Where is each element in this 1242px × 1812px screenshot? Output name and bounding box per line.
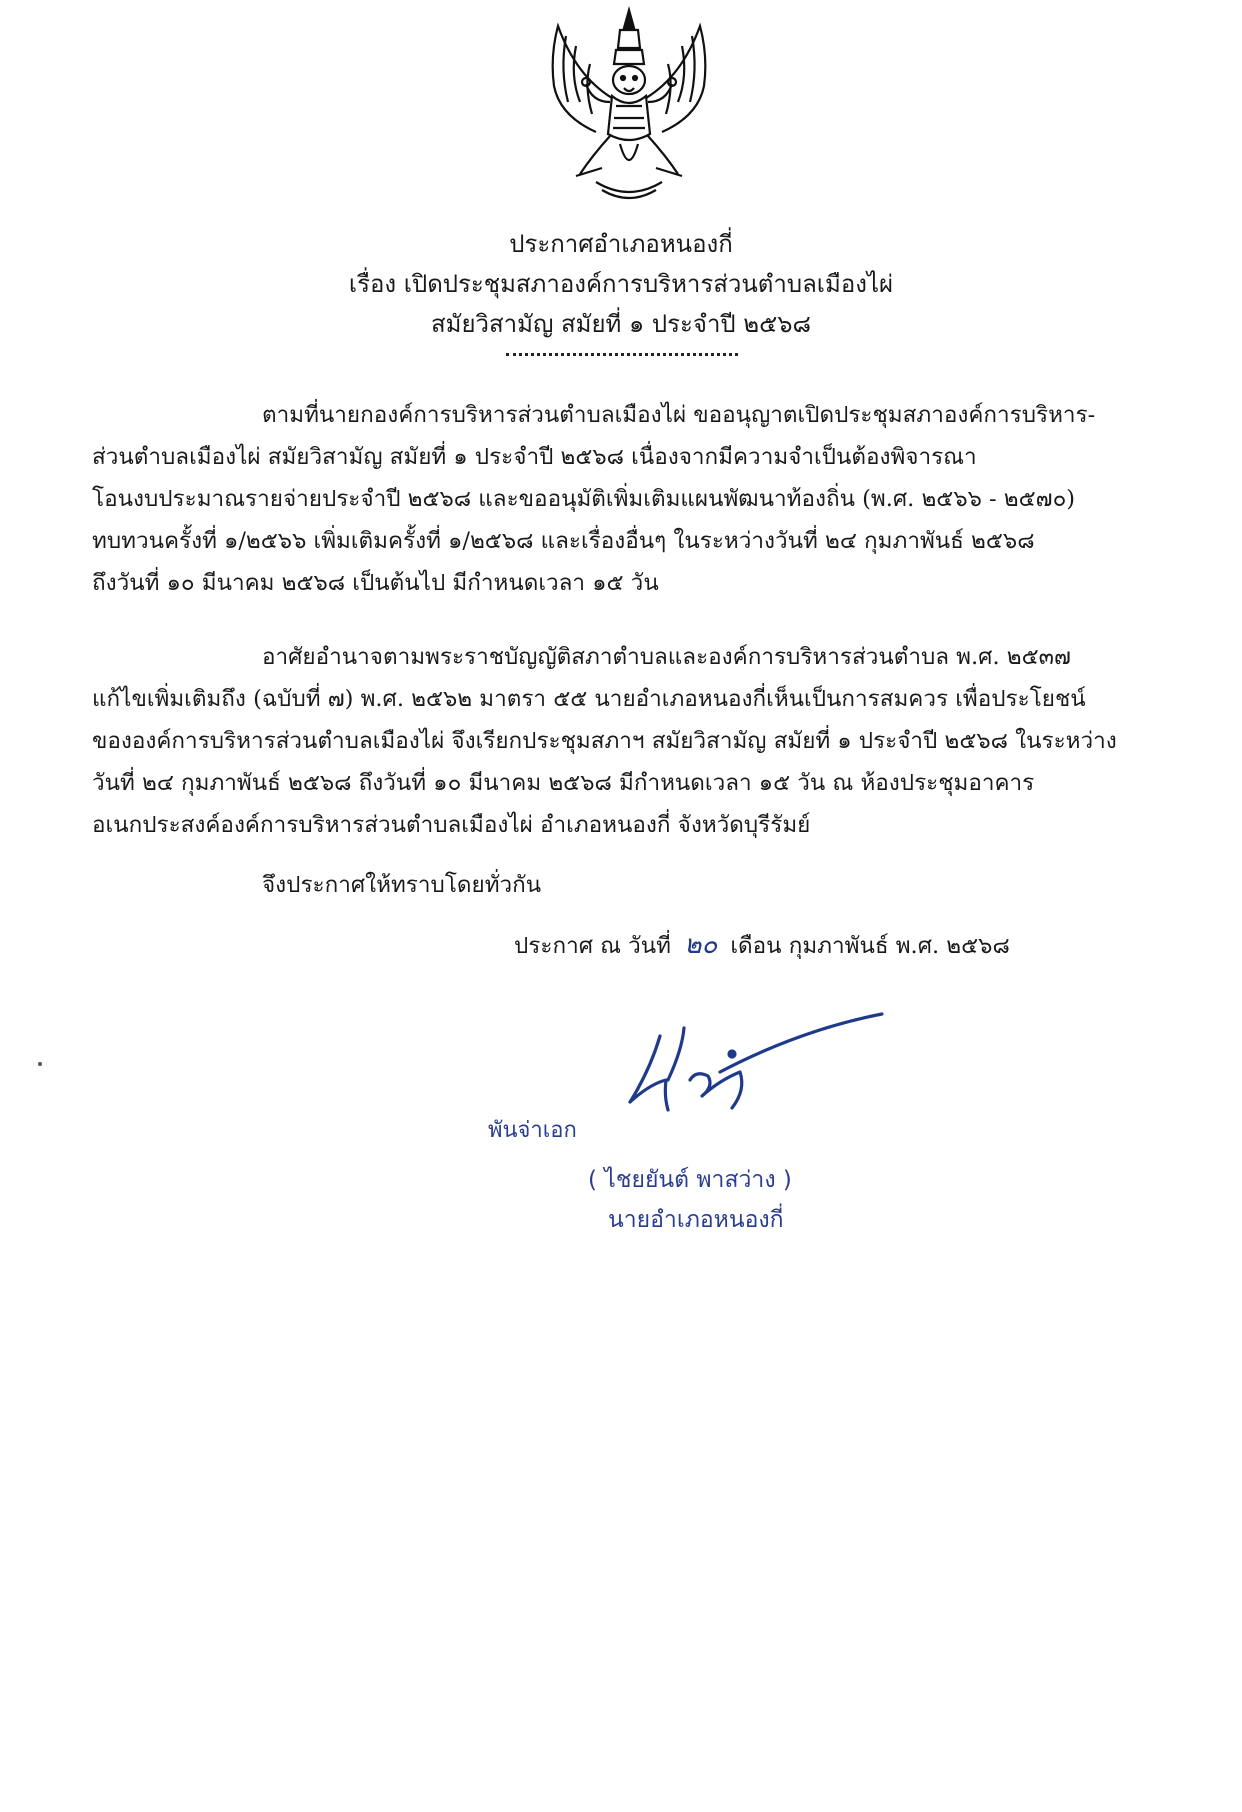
- scan-speck: [38, 1062, 42, 1066]
- paragraph-1-line: [92, 436, 1150, 478]
- text-line: ตามที่นายกองค์การบริหารส่วนตำบลเมืองไผ่ ขออนุญาตเปิดประชุมสภาองค์การบริหาร-: [262, 402, 1096, 428]
- paragraph-1: [92, 394, 1150, 604]
- announcement-date: [514, 924, 1010, 967]
- announcement-subject: เรื่อง เปิดประชุมสภาองค์การบริหารส่วนตำบลเมืองไผ่: [348, 270, 894, 298]
- date-day-handwritten: ๒๐: [684, 930, 718, 960]
- paragraph-2-line: [92, 804, 1150, 846]
- closing-statement: จึงประกาศให้ทราบโดยทั่วกัน: [262, 872, 542, 898]
- paragraph-1-line: [92, 562, 1150, 604]
- paragraph-1-line: [92, 394, 1150, 436]
- handwritten-signature: [620, 1010, 890, 1130]
- date-prefix: ประกาศ ณ วันที่: [514, 933, 672, 959]
- title-divider: [506, 353, 738, 356]
- paragraph-1-line: [92, 520, 1150, 562]
- paragraph-1-line: [92, 478, 1150, 520]
- text-line: ขององค์การบริหารส่วนตำบลเมืองไผ่ จึงเรียกประชุมสภาฯ สมัยวิสามัญ สมัยที่ ๑ ประจำปี ๒๕๖๘ ในระหว่าง: [92, 728, 1117, 754]
- signer-rank: พันจ่าเอก: [488, 1118, 577, 1143]
- paragraph-2-line: [92, 678, 1150, 720]
- text-line: โอนงบประมาณรายจ่ายประจำปี ๒๕๖๘ และขออนุมัติเพิ่มเติมแผนพัฒนาท้องถิ่น (พ.ศ. ๒๕๖๖ - ๒๕๗๐): [92, 486, 1076, 512]
- text-line: ถึงวันที่ ๑๐ มีนาคม ๒๕๖๘ เป็นต้นไป มีกำหนดเวลา ๑๕ วัน: [92, 570, 659, 596]
- paragraph-2-line: [92, 762, 1150, 804]
- text-line: แก้ไขเพิ่มเติมถึง (ฉบับที่ ๗) พ.ศ. ๒๕๖๒ มาตรา ๕๕ นายอำเภอหนองกี่เห็นเป็นการสมควร เพื่อประโยชน์: [92, 686, 1086, 712]
- garuda-emblem-icon: [536, 6, 722, 206]
- text-line: อเนกประสงค์องค์การบริหารส่วนตำบลเมืองไผ่ อำเภอหนองกี่ จังหวัดบุรีรัมย์: [92, 812, 811, 838]
- text-line: ทบทวนครั้งที่ ๑/๒๕๖๖ เพิ่มเติมครั้งที่ ๑/๒๕๖๘ และเรื่องอื่นๆ ในระหว่างวันที่ ๒๔ กุมภาพันธ์ ๒๕๖๘: [92, 528, 1035, 554]
- paragraph-2-line: [92, 720, 1150, 762]
- signer-name: ( ไชยยันต์ พาสว่าง ): [588, 1167, 792, 1193]
- text-line: วันที่ ๒๔ กุมภาพันธ์ ๒๕๖๘ ถึงวันที่ ๑๐ มีนาคม ๒๕๖๘ มีกำหนดเวลา ๑๕ วัน ณ ห้องประชุมอาคาร: [92, 770, 1035, 796]
- paragraph-2-line: [92, 636, 1150, 678]
- announcement-session: สมัยวิสามัญ สมัยที่ ๑ ประจำปี ๒๕๖๘: [430, 310, 812, 338]
- date-suffix: เดือน กุมภาพันธ์ พ.ศ. ๒๕๖๘: [730, 933, 1010, 959]
- paragraph-2: [92, 636, 1150, 846]
- signer-position: นายอำเภอหนองกี่: [608, 1207, 784, 1233]
- announcement-issuer: ประกาศอำเภอหนองกี่: [509, 230, 733, 258]
- text-line: ส่วนตำบลเมืองไผ่ สมัยวิสามัญ สมัยที่ ๑ ประจำปี ๒๕๖๘ เนื่องจากมีความจำเป็นต้องพิจารณา: [92, 444, 977, 470]
- text-line: อาศัยอำนาจตามพระราชบัญญัติสภาตำบลและองค์การบริหารส่วนตำบล พ.ศ. ๒๕๓๗: [262, 644, 1071, 670]
